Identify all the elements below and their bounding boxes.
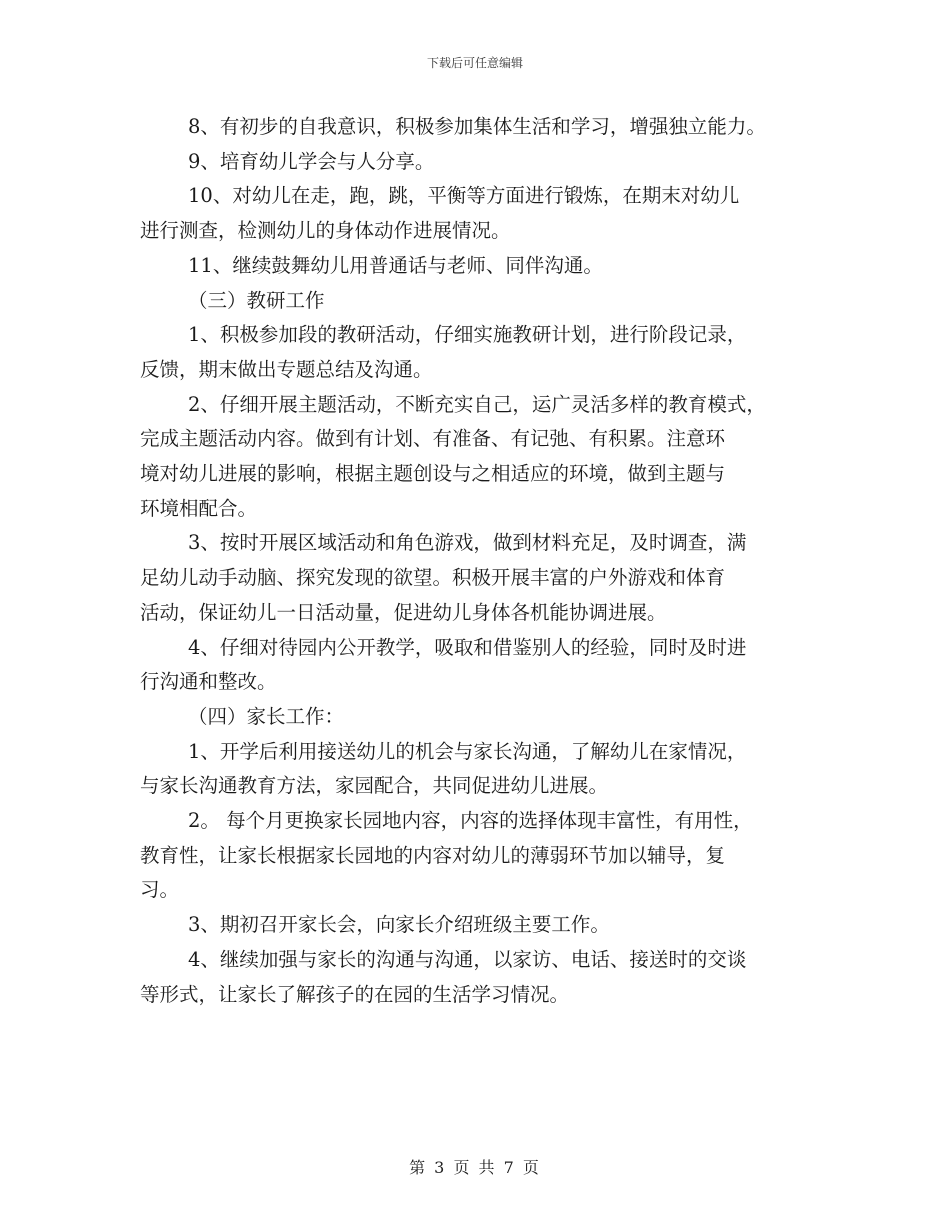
document-body xyxy=(140,110,820,1012)
paragraph-line: 足幼儿动手动脑、探究发现的欲望。积极开展丰富的户外游戏和体育 xyxy=(140,566,726,590)
paragraph-line: 1、开学后利用接送幼儿的机会与家长沟通，了解幼儿在家情况， xyxy=(188,739,747,763)
paragraph-line: 环境相配合。 xyxy=(140,496,258,520)
paragraph-line: 进行测查，检测幼儿的身体动作进展情况。 xyxy=(140,219,511,243)
paragraph-line: 11、继续鼓舞幼儿用普通话与老师、同伴沟通。 xyxy=(188,253,603,277)
paragraph-line: 4、仔细对待园内公开教学，吸取和借鉴别人的经验，同时及时进 xyxy=(188,635,747,659)
section-heading: （三）教研工作 xyxy=(188,288,325,312)
paragraph-line: 10、对幼儿在走，跑，跳，平衡等方面进行锻炼，在期末对幼儿 xyxy=(188,184,740,208)
paragraph-line: 3、期初召开家长会，向家长介绍班级主要工作。 xyxy=(188,913,610,937)
paragraph-line: 活动，保证幼儿一日活动量，促进幼儿身体各机能协调进展。 xyxy=(140,600,667,624)
page-footer: 第 3 页 共 7 页 xyxy=(409,1158,541,1177)
page-header: 下载后可任意编辑 xyxy=(426,56,523,70)
paragraph-line: 1、积极参加段的教研活动，仔细实施教研计划，进行阶段记录， xyxy=(188,323,747,347)
paragraph-line: 8、有初步的自我意识，积极参加集体生活和学习，增强独立能力。 xyxy=(188,115,766,138)
paragraph-line: 2。 每个月更换家长园地内容，内容的选择体现丰富性，有用性， xyxy=(188,809,753,833)
paragraph-line: 与家长沟通教育方法，家园配合，共同促进幼儿进展。 xyxy=(140,774,609,798)
section-heading: （四）家长工作： xyxy=(188,704,345,728)
paragraph-line: 反馈，期末做出专题总结及沟通。 xyxy=(140,357,433,381)
paragraph-line: 境对幼儿进展的影响，根据主题创设与之相适应的环境，做到主题与 xyxy=(140,462,726,486)
paragraph-line: 4、继续加强与家长的沟通与沟通，以家访、电话、接送时的交谈 xyxy=(188,947,747,971)
paragraph-line: 完成主题活动内容。做到有计划、有准备、有记弛、有积累。注意环 xyxy=(140,427,726,451)
paragraph-line: 2、仔细开展主题活动，不断充实自己，运广灵活多样的教育模式， xyxy=(188,392,766,416)
paragraph-line: 教育性，让家长根据家长园地的内容对幼儿的薄弱环节加以辅导，复 xyxy=(140,843,726,867)
paragraph-line: 3、按时开展区域活动和角色游戏，做到材料充足，及时调查，满 xyxy=(188,531,747,555)
paragraph-line: 行沟通和整改。 xyxy=(140,670,277,694)
paragraph-line: 等形式，让家长了解孩子的在园的生活学习情况。 xyxy=(140,982,570,1006)
paragraph-line: 9、培育幼儿学会与人分享。 xyxy=(188,149,435,173)
paragraph-line: 习。 xyxy=(140,878,180,902)
